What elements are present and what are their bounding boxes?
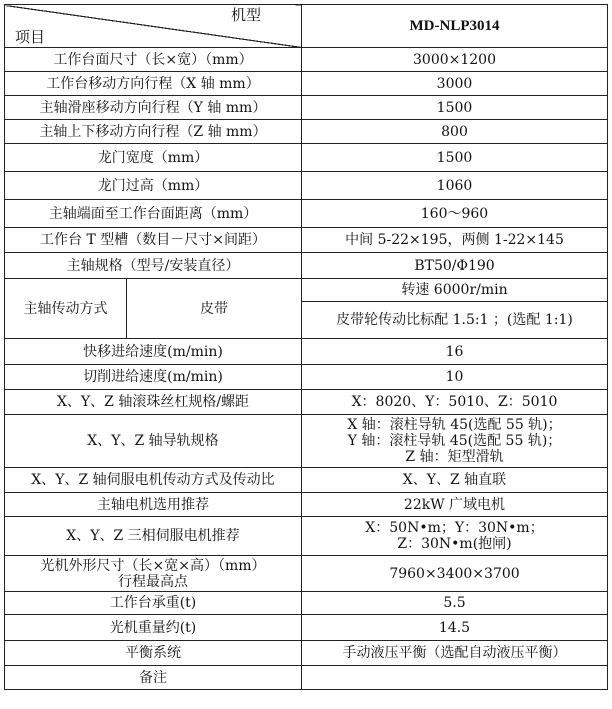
row-value: 1500 [302, 96, 608, 120]
drive-label: 主轴传动方式 [5, 279, 127, 339]
table-row [5, 253, 608, 279]
row-value: 800 [302, 120, 608, 144]
row-value: 16 [302, 339, 608, 365]
row-value: 3000×1200 [302, 48, 608, 72]
row-value: 160～960 [302, 200, 608, 228]
row-value: 手动液压平衡（选配自动液压平衡） [302, 641, 608, 666]
row-value: 中间 5-22×195，两侧 1-22×145 [302, 228, 608, 253]
row-value: 10 [302, 365, 608, 390]
row-label: 主轴电机选用推荐 [5, 493, 302, 517]
guide-line-y: Y 轴：滚柱导轨 45(选配 55 轨)； [347, 433, 562, 449]
row-value: X：8020、Y：5010、Z：5010 [302, 390, 608, 415]
dims-label-line-2: 行程最高点 [118, 573, 188, 590]
row-label: 龙门宽度（mm） [5, 144, 302, 172]
table-row [5, 172, 608, 200]
row-label: 光机重量约(t) [5, 615, 302, 641]
table-row [5, 72, 608, 96]
servo-motor-line-1: X：50N•m；Y：30N•m； [365, 520, 544, 536]
table-row [5, 468, 608, 493]
row-label: 主轴端面至工作台面距离（mm） [5, 200, 302, 228]
dims-label-line-1: 光机外形尺寸（长×宽×高）（mm） [40, 557, 266, 574]
model-value: MD-NLP3014 [302, 5, 608, 48]
row-value: 1500 [302, 144, 608, 172]
row-label: 平衡系统 [5, 641, 302, 666]
guide-value [302, 415, 608, 468]
table-row [5, 144, 608, 172]
header-row [5, 5, 608, 48]
row-value: X、Y、Z 轴直联 [302, 468, 608, 493]
table-row [5, 641, 608, 666]
row-label: 工作台承重(t) [5, 592, 302, 615]
drive-speed: 转速 6000r/min [302, 279, 608, 302]
guide-line-x: X 轴：滚柱导轨 45(选配 55 轨)； [347, 417, 562, 433]
dims-row [5, 556, 608, 592]
table-row [5, 339, 608, 365]
table-row [5, 615, 608, 641]
drive-row-speed [5, 279, 608, 302]
guide-label: X、Y、Z 轴导轨规格 [5, 415, 302, 468]
row-label: X、Y、Z 轴伺服电机传动方式及传动比 [5, 468, 302, 493]
row-value: 22kW 广域电机 [302, 493, 608, 517]
servo-motor-value [302, 517, 608, 556]
table-row [5, 200, 608, 228]
guide-line-z: Z 轴：矩型滑轨 [405, 449, 504, 465]
row-value: 3000 [302, 72, 608, 96]
table-row [5, 493, 608, 517]
row-label: 工作台 T 型槽（数目－尺寸×间距） [5, 228, 302, 253]
model-header-label: 机型 [230, 6, 261, 24]
table-row [5, 592, 608, 615]
row-label: 切削进给速度(m/min) [5, 365, 302, 390]
table-row [5, 120, 608, 144]
row-label: 工作台面尺寸（长×宽）（mm） [5, 48, 302, 72]
servo-motor-label: X、Y、Z 三相伺服电机推荐 [5, 517, 302, 556]
row-value: 1060 [302, 172, 608, 200]
row-label: 快移进给速度(m/min) [5, 339, 302, 365]
table-row [5, 390, 608, 415]
guide-row [5, 415, 608, 468]
row-label: 主轴上下移动方向行程（Z 轴 mm） [5, 120, 302, 144]
dims-label [5, 556, 302, 592]
row-label: 龙门过高（mm） [5, 172, 302, 200]
row-label: 工作台移动方向行程（X 轴 mm） [5, 72, 302, 96]
drive-ratio: 皮带轮传动比标配 1.5:1 ；(选配 1:1) [302, 302, 608, 339]
spec-table [4, 4, 608, 690]
table-row [5, 96, 608, 120]
item-header-label: 项目 [15, 28, 46, 46]
row-value: 14.5 [302, 615, 608, 641]
table-row [5, 365, 608, 390]
servo-motor-line-2: Z：30N•m(抱闸) [397, 536, 512, 552]
dims-value: 7960×3400×3700 [302, 556, 608, 592]
row-label: 主轴规格（型号/安装直径） [5, 253, 302, 279]
table-row [5, 666, 608, 690]
header-diagonal-cell [5, 5, 302, 48]
table-row [5, 228, 608, 253]
table-row [5, 48, 608, 72]
row-value: BT50/Φ190 [302, 253, 608, 279]
row-label: X、Y、Z 轴滚珠丝杠规格/螺距 [5, 390, 302, 415]
servo-motor-row [5, 517, 608, 556]
row-label: 主轴滑座移动方向行程（Y 轴 mm） [5, 96, 302, 120]
row-value: 5.5 [302, 592, 608, 615]
row-label: 备注 [5, 666, 302, 690]
row-value [302, 666, 608, 690]
drive-type: 皮带 [127, 279, 302, 339]
